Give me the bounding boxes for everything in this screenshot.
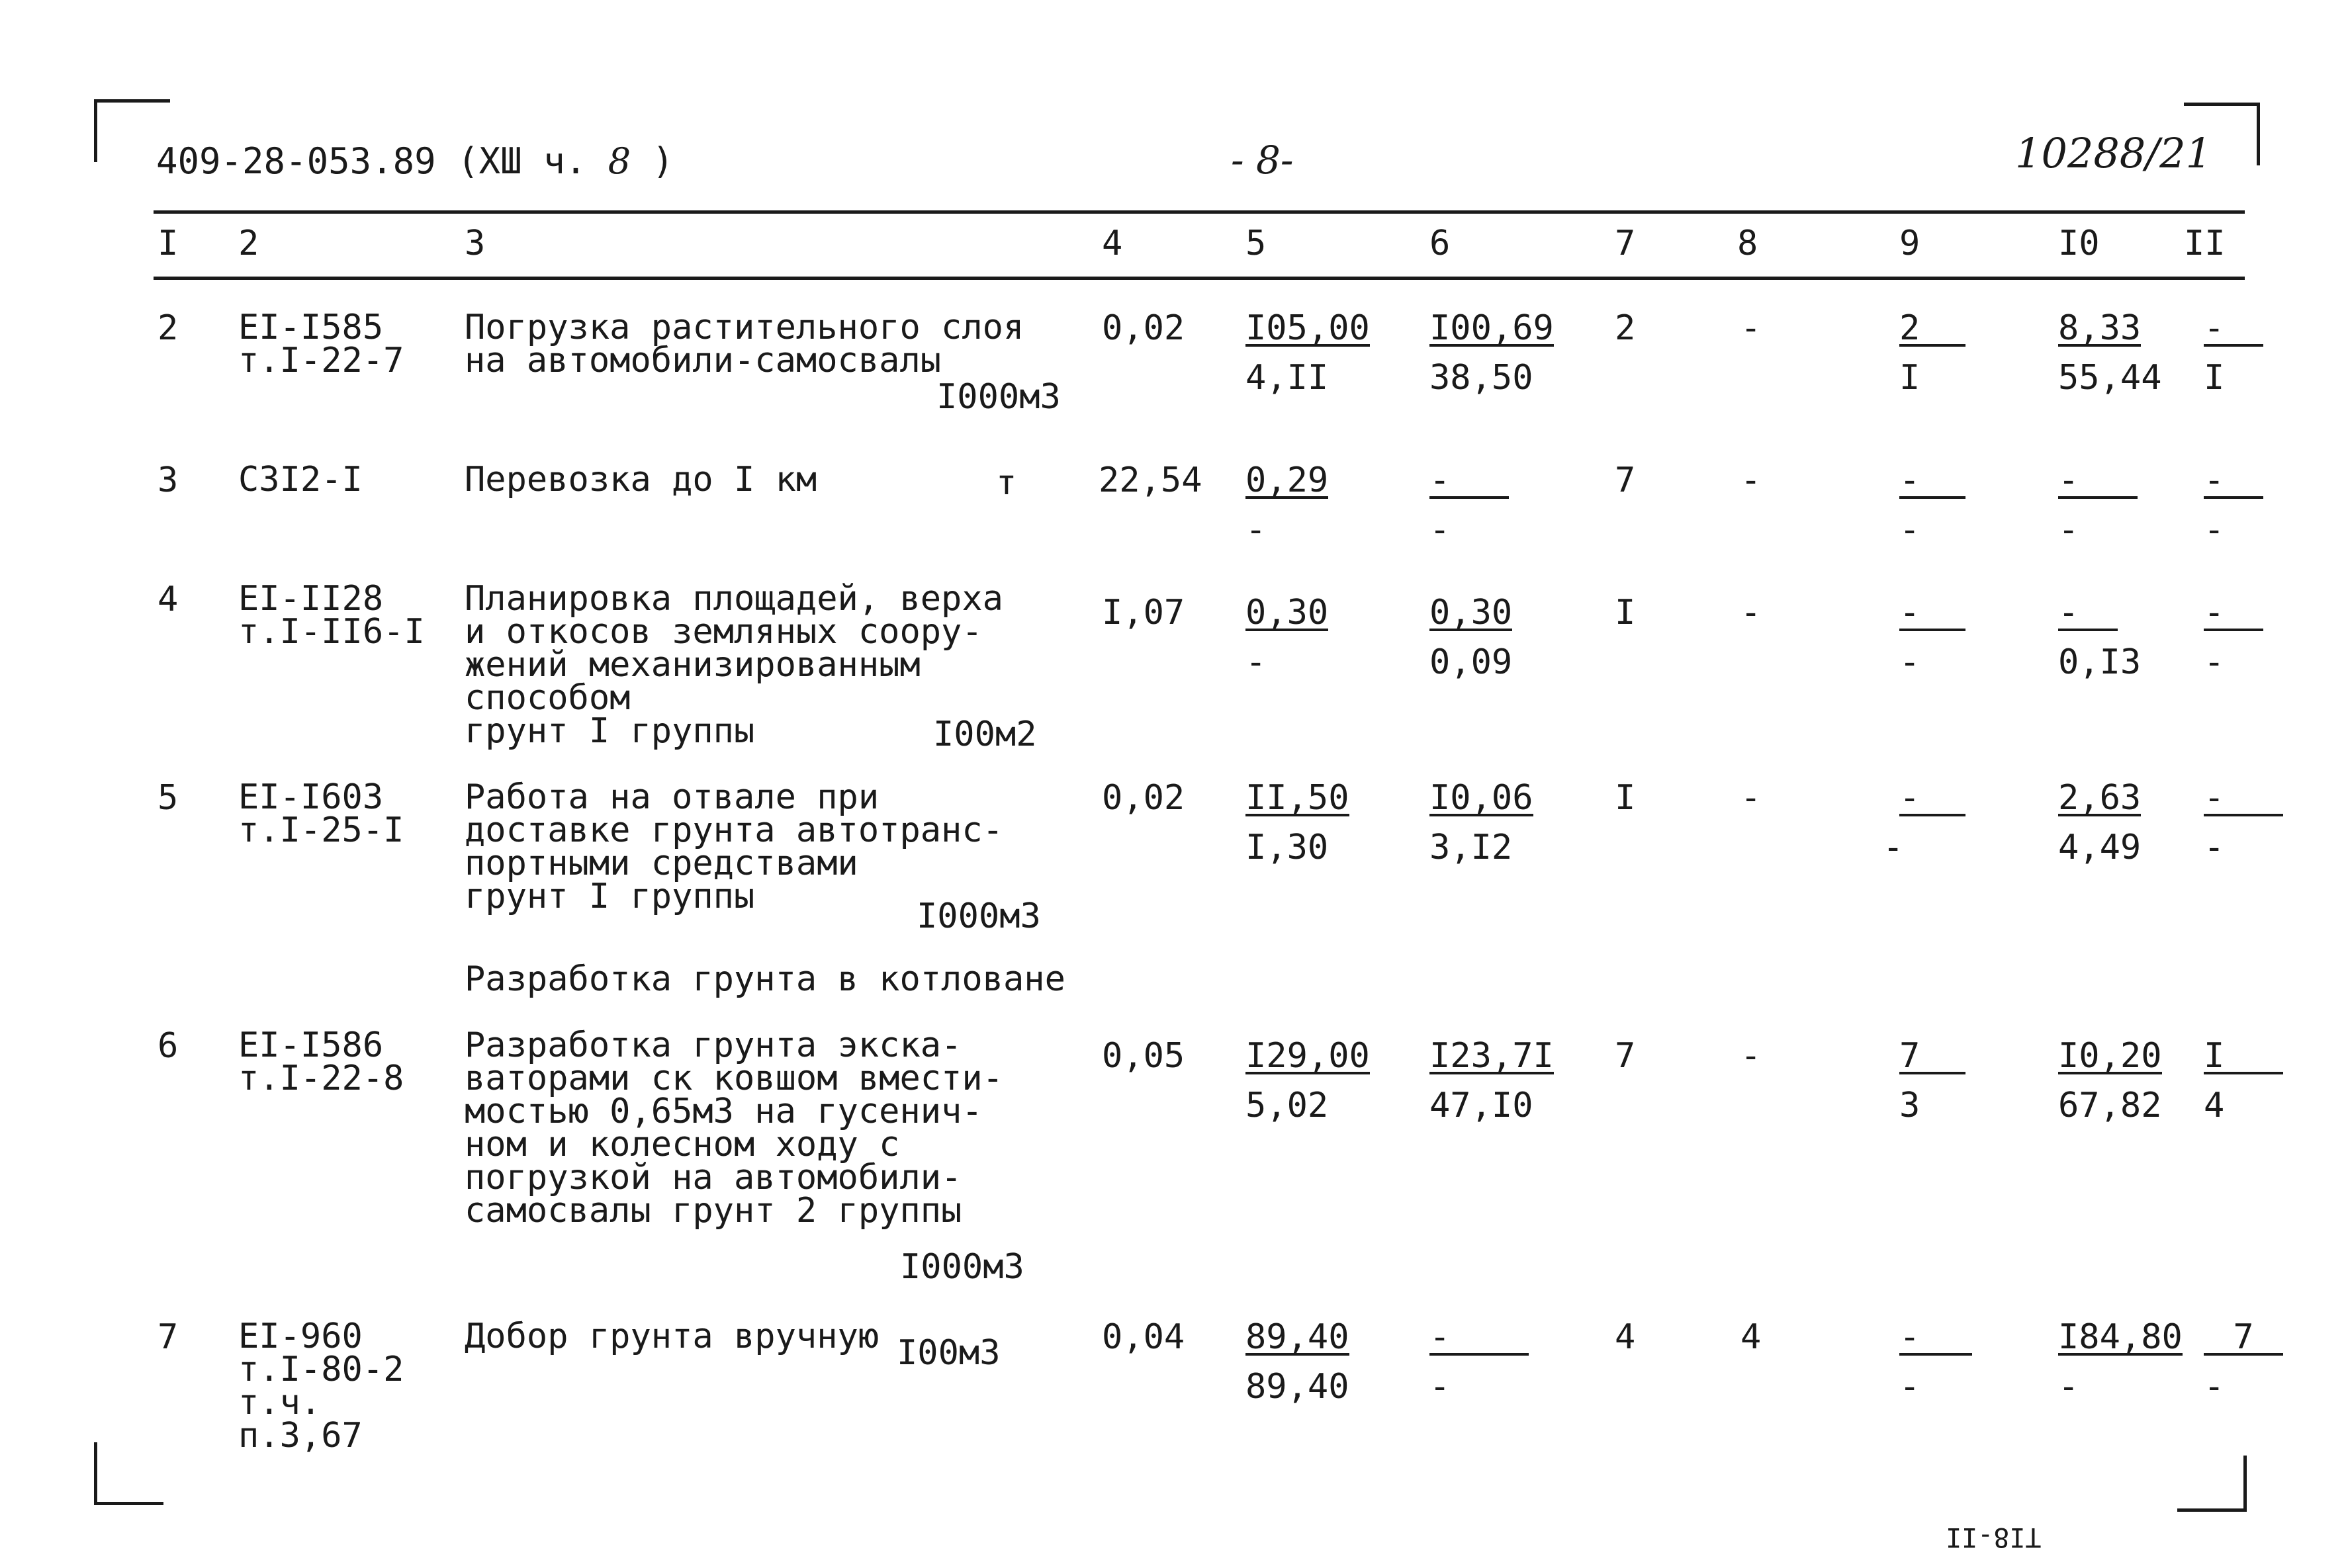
- c6-top: [1429, 308, 1554, 348]
- c5-bottom: -: [1245, 642, 1267, 682]
- c11-top-value: -: [2204, 782, 2283, 816]
- c11-top-value: -: [2204, 312, 2263, 347]
- work-description: Разработка грунта экска- ваторами ск ковшом вмести- мостью 0,65м3 на гусенич- ном и колесном ходу с погрузкой на автомобили- самосвалы грунт 2 группы: [465, 1025, 1003, 1231]
- c9-bottom: -: [1899, 1367, 1920, 1407]
- c6-bottom: -: [1429, 1367, 1451, 1407]
- c11-top-value: -: [2204, 464, 2263, 499]
- c6-bottom: 0,09: [1429, 642, 1513, 682]
- c9-top: [1899, 1317, 1972, 1357]
- c9-bottom: -: [1883, 828, 1904, 867]
- c9-top: [1899, 778, 1965, 818]
- c6-top: [1429, 1317, 1529, 1357]
- unit-of-measure: I00м2: [933, 715, 1037, 754]
- c6-top: [1429, 1036, 1554, 1076]
- c10-bottom: 4,49: [2058, 828, 2142, 867]
- c9-top: [1899, 308, 1965, 348]
- c6-top-value: I00,69: [1429, 308, 1554, 348]
- col-head-7: 7: [1615, 224, 1636, 263]
- c10-top: [2058, 460, 2138, 500]
- c5-top: [1245, 308, 1370, 348]
- col-head-2: 2: [238, 224, 259, 263]
- c6-top-value: I0,06: [1429, 778, 1533, 818]
- c6-bottom: 38,50: [1429, 358, 1533, 398]
- c11-top: [2204, 595, 2263, 631]
- c10-bottom: 67,82: [2058, 1086, 2162, 1125]
- c5-top: [1245, 1317, 1349, 1357]
- col-head-1: I: [158, 224, 179, 263]
- c5-top-value: I29,00: [1245, 1036, 1370, 1076]
- c9-bottom: -: [1899, 510, 1920, 550]
- c5-top: [1245, 595, 1328, 631]
- c10-top: [2058, 1036, 2162, 1076]
- c9-top-value: 2: [1899, 312, 1965, 347]
- document-code: [156, 140, 674, 182]
- c10-top: [2058, 1317, 2183, 1357]
- c5-top-value: 89,40: [1245, 1317, 1349, 1357]
- c6-top: [1429, 460, 1509, 500]
- unit-of-measure: т: [996, 463, 1017, 503]
- c6-top-value: I23,7I: [1429, 1036, 1554, 1076]
- row-number: 4: [158, 580, 179, 619]
- c5-top: [1245, 778, 1349, 818]
- c10-top-value: -: [2058, 464, 2138, 499]
- c5-bottom: 4,II: [1245, 358, 1329, 398]
- work-description: Перевозка до I км: [465, 460, 817, 500]
- c5-top: [1245, 1036, 1370, 1076]
- row-number: 6: [158, 1026, 179, 1066]
- row-number: 5: [158, 778, 179, 818]
- c8: -: [1740, 460, 1762, 500]
- c6-top: [1429, 595, 1512, 631]
- c5-top-value: 0,29: [1245, 460, 1329, 500]
- c6-top-value: -: [1429, 1321, 1529, 1356]
- c10-top: [2058, 778, 2142, 818]
- c10-bottom: 0,I3: [2058, 642, 2142, 682]
- table-header-rule: [154, 277, 2245, 280]
- c10-top-value: I84,80: [2058, 1317, 2183, 1357]
- c11-bottom: 4: [2204, 1086, 2225, 1125]
- c5-bottom: 89,40: [1245, 1367, 1349, 1407]
- c7: I: [1615, 593, 1636, 632]
- c10-bottom: 55,44: [2058, 358, 2162, 398]
- work-description: Погрузка растительного слоя на автомобили-самосвалы: [465, 308, 1024, 380]
- norm-code: С3I2-I: [238, 460, 363, 500]
- c9-top: [1899, 460, 1965, 500]
- col-head-10: I0: [2058, 224, 2100, 263]
- c9-top-value: 7: [1899, 1040, 1965, 1074]
- col-head-11: II: [2184, 224, 2226, 263]
- quantity: 0,05: [1102, 1036, 1185, 1076]
- sheet-number: 10288/21: [2015, 129, 2212, 177]
- c11-bottom: I: [2204, 358, 2225, 398]
- c6-bottom: 3,I2: [1429, 828, 1513, 867]
- c9-top: [1899, 1036, 1965, 1076]
- c7: 2: [1615, 308, 1636, 348]
- quantity: 0,02: [1102, 778, 1185, 818]
- c10-top-value: -: [2058, 597, 2118, 631]
- col-head-5: 5: [1245, 224, 1267, 263]
- c9-bottom: 3: [1899, 1086, 1920, 1125]
- row-number: 7: [158, 1317, 179, 1357]
- c11-top-value: 7: [2204, 1321, 2283, 1356]
- document-code-text: 409-28-053.89 (ХШ ч.: [156, 140, 587, 182]
- c11-top: [2204, 1036, 2283, 1076]
- c10-bottom: -: [2058, 1367, 2079, 1407]
- c10-top-value: I0,20: [2058, 1036, 2162, 1076]
- c11-bottom: -: [2204, 642, 2225, 682]
- unit-of-measure: I00м3: [897, 1333, 1001, 1373]
- c10-top: [2058, 595, 2118, 631]
- c8: -: [1740, 1036, 1762, 1076]
- c8: 4: [1740, 1317, 1762, 1357]
- c6-top-value: -: [1429, 464, 1509, 499]
- c5-bottom: I,30: [1245, 828, 1329, 867]
- c5-top-value: I05,00: [1245, 308, 1370, 348]
- c6-top-value: 0,30: [1429, 593, 1513, 632]
- norm-code: EI-960 т.I-80-2 т.ч. п.3,67: [238, 1317, 404, 1456]
- c8: -: [1740, 593, 1762, 632]
- c7: 7: [1615, 1036, 1636, 1076]
- norm-code: EI-I603 т.I-25-I: [238, 777, 404, 850]
- document-part: 8: [608, 140, 631, 182]
- c9-bottom: -: [1899, 642, 1920, 682]
- c9-top-value: -: [1899, 782, 1965, 816]
- page-number: - 8-: [1231, 138, 1294, 183]
- unit-of-measure: I000м3: [917, 896, 1041, 936]
- c11-top-value: -: [2204, 597, 2263, 631]
- c6-top: [1429, 778, 1533, 818]
- footer-stamp: TI8-II: [1946, 1522, 2042, 1552]
- frame-corner-bottom-left: [94, 1442, 163, 1505]
- table-top-rule: [154, 210, 2245, 214]
- c11-top: [2204, 460, 2263, 500]
- norm-code: EI-I585 т.I-22-7: [238, 308, 404, 380]
- c9-top-value: -: [1899, 464, 1965, 499]
- c5-bottom: -: [1245, 510, 1267, 550]
- c8: -: [1740, 308, 1762, 348]
- c11-top-value: I: [2204, 1040, 2283, 1074]
- c6-bottom: 47,I0: [1429, 1086, 1533, 1125]
- unit-of-measure: I000м3: [900, 1247, 1024, 1287]
- c10-top-value: 2,63: [2058, 778, 2142, 818]
- norm-code: EI-I586 т.I-22-8: [238, 1025, 404, 1098]
- row-number: 2: [158, 308, 179, 348]
- c11-bottom: -: [2204, 510, 2225, 550]
- frame-corner-bottom-right: [2177, 1456, 2247, 1512]
- c6-bottom: -: [1429, 510, 1451, 550]
- c8: -: [1740, 778, 1762, 818]
- c7: 4: [1615, 1317, 1636, 1357]
- c11-top: [2204, 308, 2263, 348]
- c9-top-value: -: [1899, 1321, 1972, 1356]
- norm-code: EI-II28 т.I-II6-I: [238, 579, 425, 652]
- c5-bottom: 5,02: [1245, 1086, 1329, 1125]
- col-head-9: 9: [1899, 224, 1920, 263]
- work-description: Планировка площадей, верха и откосов земляных соору- жений механизированным способом грунт I группы: [465, 579, 1003, 751]
- work-description: Работа на отвале при доставке грунта автотранс- портными средствами грунт I группы: [465, 777, 1003, 916]
- c9-top: [1899, 595, 1965, 631]
- unit-of-measure: I000м3: [936, 377, 1061, 417]
- c11-top: [2204, 778, 2283, 818]
- c5-top: [1245, 460, 1329, 500]
- row-number: 3: [158, 460, 179, 500]
- c10-top: [2058, 308, 2142, 348]
- c10-top-value: 8,33: [2058, 308, 2142, 348]
- quantity: 22,54: [1099, 460, 1202, 500]
- quantity: 0,02: [1102, 308, 1185, 348]
- c7: 7: [1615, 460, 1636, 500]
- quantity: I,07: [1102, 593, 1185, 632]
- c11-bottom: -: [2204, 828, 2225, 867]
- col-head-6: 6: [1429, 224, 1451, 263]
- c10-bottom: -: [2058, 510, 2079, 550]
- section-title: Разработка грунта в котловане: [465, 959, 1065, 999]
- c9-bottom: I: [1899, 358, 1920, 398]
- work-description: Добор грунта вручную: [465, 1317, 880, 1356]
- quantity: 0,04: [1102, 1317, 1185, 1357]
- col-head-8: 8: [1737, 224, 1758, 263]
- col-head-3: 3: [465, 224, 486, 263]
- c5-top-value: II,50: [1245, 778, 1349, 818]
- document-code-close: ): [652, 140, 674, 182]
- c11-bottom: -: [2204, 1367, 2225, 1407]
- col-head-4: 4: [1102, 224, 1123, 263]
- c11-top: [2204, 1317, 2283, 1357]
- c9-top-value: -: [1899, 597, 1965, 631]
- c7: I: [1615, 778, 1636, 818]
- c5-top-value: 0,30: [1245, 593, 1329, 632]
